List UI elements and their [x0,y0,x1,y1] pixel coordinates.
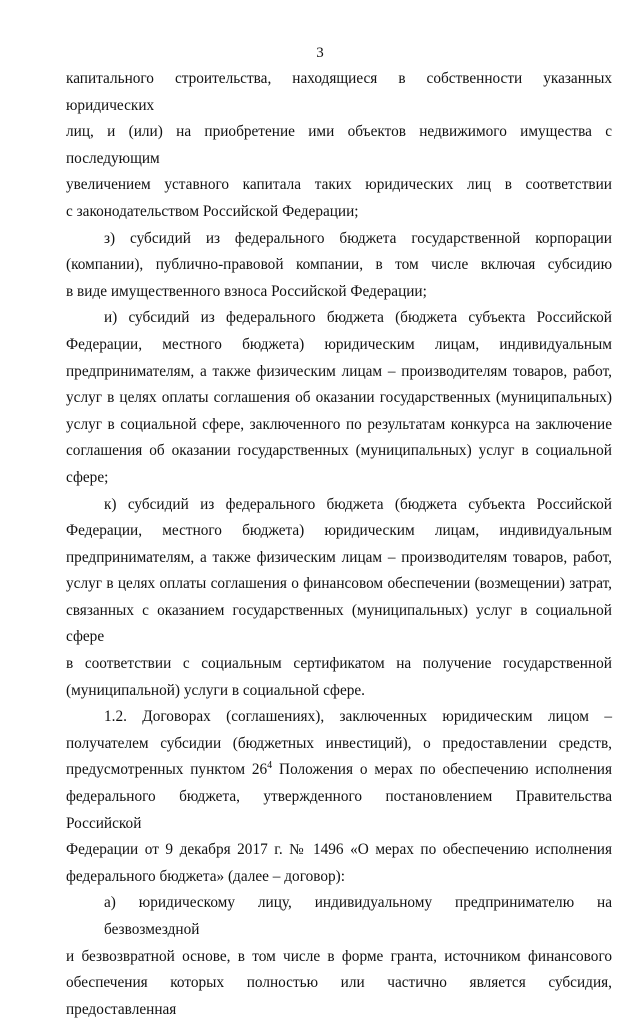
text-line: сфере; [66,468,109,486]
paragraph-item-k [66,492,612,705]
text-line: федерального бюджета» (далее – договор): [66,867,346,885]
text-line-with-footnote [66,757,612,784]
text-line: с законодательством Российской Федерации; [66,202,359,220]
text-line: а) юридическому лицу, индивидуальному предпринимателю на безвозмездной [104,894,612,938]
text-line: предпринимателям, а также физическим лицам – производителям товаров, работ, [66,548,612,566]
text-line: предпринимателям, а также физическим лицам – производителям товаров, работ, [66,362,612,380]
text-line: получателем субсидии (бюджетных инвестиций), о предоставлении средств, [66,734,612,752]
document-body [66,66,612,1023]
text-line: капитального строительства, находящиеся в собственности указанных юридических [66,70,612,114]
text-line: Федерации, местного бюджета) юридическим лицам, индивидуальным [66,522,612,540]
superscript-mark: 4 [267,760,273,772]
paragraph-item-z [66,226,612,306]
text-line: (компании), публично-правовой компании, в том числе включая субсидию [66,256,612,274]
paragraph-continuation [66,66,612,226]
text-line: соглашения об оказании государственных (муниципальных) услуг в социальной [66,442,612,460]
text-fragment: Положения о мерах по обеспечению исполнения [272,761,612,779]
text-line: услуг в социальной сфере, заключенного по результатам конкурса на заключение [66,415,612,433]
text-line: Федерации от 9 декабря 2017 г. № 1496 «О мерах по обеспечению исполнения [66,841,612,859]
text-line: и безвозвратной основе, в том числе в форме гранта, источником финансового [66,947,612,965]
text-line: (муниципальной) услуги в социальной сфере. [66,681,366,699]
paragraph-item-i [66,305,612,491]
page-number: 3 [316,45,324,61]
text-line: связанных с оказанием государственных (муниципальных) услуг в социальной сфере [66,601,612,646]
text-line: з) субсидий из федерального бюджета государственной корпорации [104,229,612,247]
text-line: к) субсидий из федерального бюджета (бюджета субъекта Российской [104,495,612,513]
text-line: услуг в целях оплаты соглашения о финансовом обеспечении (возмещении) затрат, [66,575,612,593]
text-line: лиц, и (или) на приобретение ими объектов недвижимого имущества с последующим [66,123,612,167]
paragraph-item-a [66,890,612,1023]
text-fragment: предусмотренных пунктом 26 [66,761,268,779]
text-line: в виде имущественного взноса Российской Федерации; [66,282,427,300]
text-line: 1.2. Договорах (соглашениях), заключенных юридическим лицом – [104,708,612,726]
text-line: в соответствии с социальным сертификатом на получение государственной [66,655,612,673]
text-line: федерального бюджета, утвержденного постановлением Правительства Российской [66,788,612,832]
text-line: увеличением уставного капитала таких юридических лиц в соответствии [66,176,612,194]
text-line: обеспечения которых полностью или частично является субсидия, предоставленная [66,974,612,1018]
text-line: услуг в целях оплаты соглашения об оказании государственных (муниципальных) [66,389,612,407]
text-line: и) субсидий из федерального бюджета (бюджета субъекта Российской [104,309,612,327]
paragraph-section-1-2 [66,704,612,890]
text-line: Федерации, местного бюджета) юридическим лицам, индивидуальным [66,335,612,353]
